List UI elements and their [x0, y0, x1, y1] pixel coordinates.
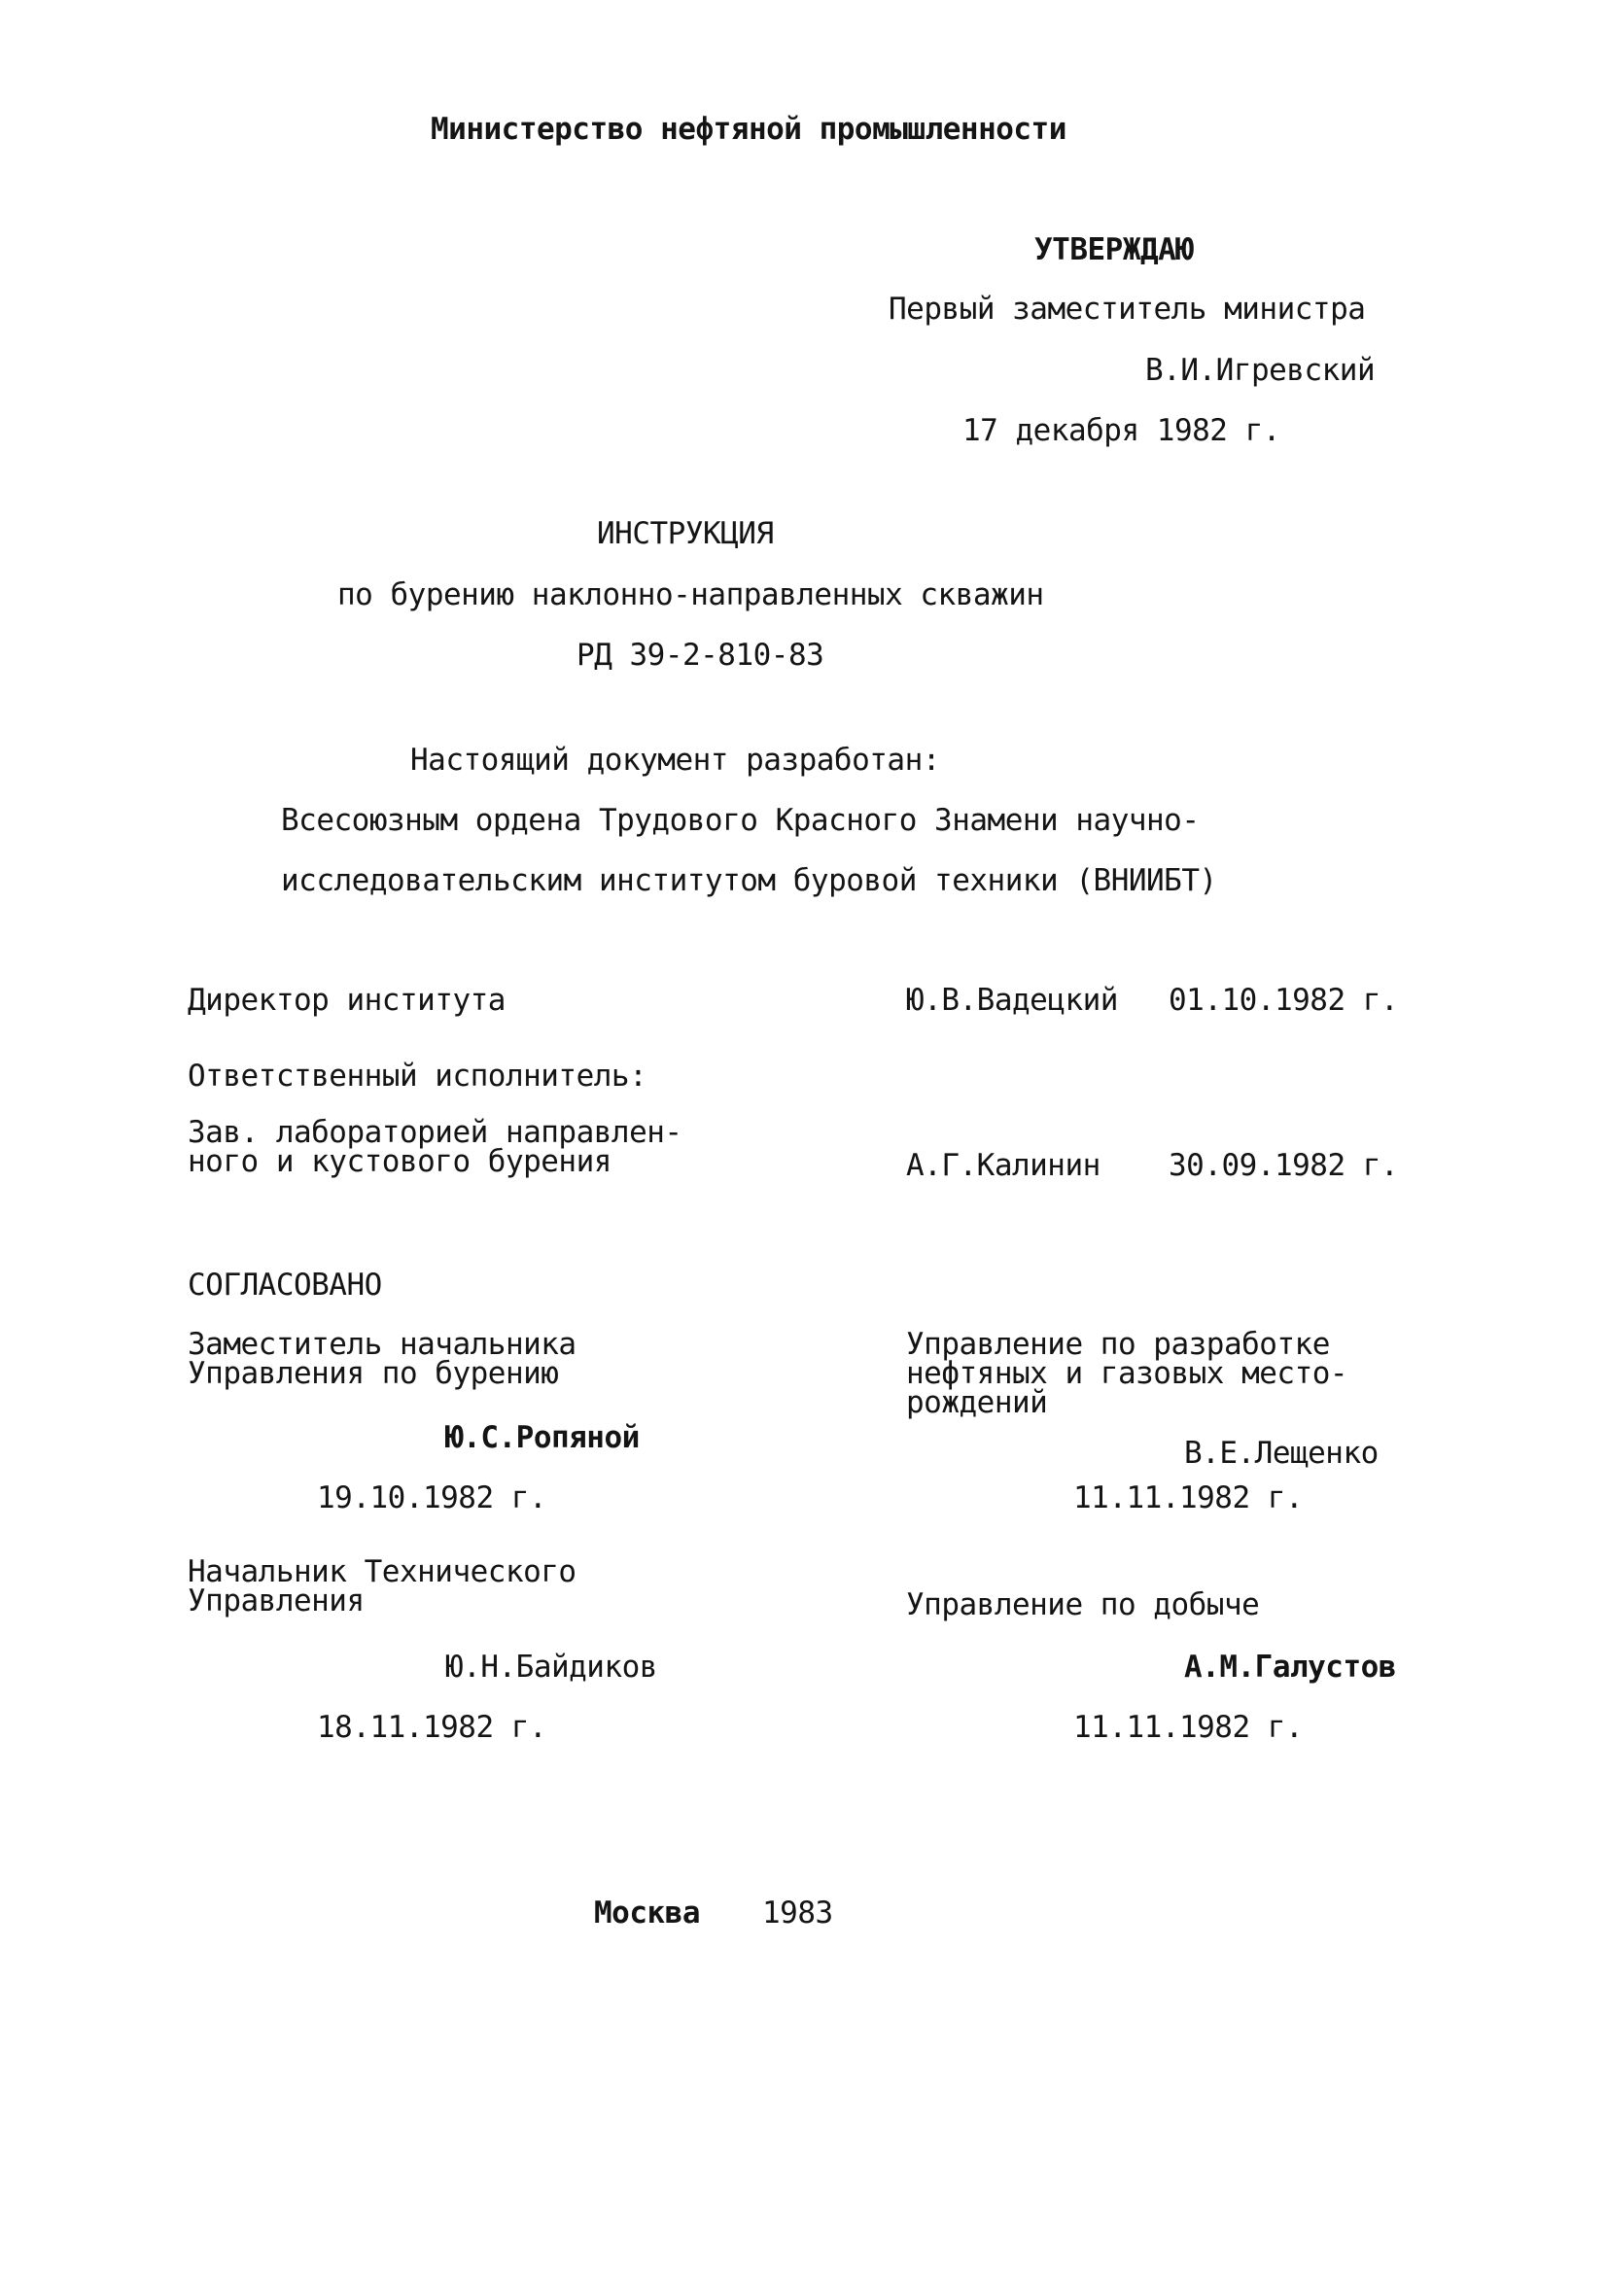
ministry-name: Министерство нефтяной промышленности [431, 112, 1066, 147]
director-label: Директор института [188, 983, 506, 1018]
document-title: ИНСТРУКЦИЯ [597, 516, 774, 551]
approval-position: Первый заместитель министра [889, 292, 1366, 327]
document-subtitle: по бурению наклонно-направленных скважин [337, 577, 1044, 612]
agreed-right-2-date: 11.11.1982 г. [1073, 1710, 1304, 1745]
approval-date: 17 декабря 1982 г. [962, 413, 1280, 448]
approval-name: В.И.Игревский [1145, 353, 1376, 388]
head-lab-line2: ного и кустового бурения [188, 1144, 611, 1179]
document-code: РД 39-2-810-83 [576, 638, 824, 673]
agreed-left-2-date: 18.11.1982 г. [317, 1710, 547, 1745]
agreed-left-2-line2: Управления [188, 1583, 365, 1618]
agreed-left-1-name: Ю.С.Ропяной [445, 1420, 640, 1455]
agreed-left-1-date: 19.10.1982 г. [317, 1480, 547, 1515]
agreed-right-1-line2: нефтяных и газовых место- [906, 1356, 1348, 1391]
agreed-right-2-line1: Управление по добыче [906, 1587, 1260, 1622]
responsible-label: Ответственный исполнитель: [188, 1059, 647, 1094]
agreed-right-1-line3: рождений [906, 1385, 1048, 1420]
head-lab-line1: Зав. лабораторией направлен- [188, 1115, 682, 1150]
agreed-left-1-line1: Заместитель начальника [188, 1327, 576, 1362]
director-name: Ю.В.Вадецкий [906, 983, 1118, 1018]
agreed-right-1-line1: Управление по разработке [906, 1327, 1330, 1362]
footer-year: 1983 [762, 1896, 833, 1931]
director-date: 01.10.1982 г. [1169, 983, 1399, 1018]
agreed-left-1-line2: Управления по бурению [188, 1356, 559, 1391]
agreed-right-1-date: 11.11.1982 г. [1073, 1480, 1304, 1515]
agreed-title: СОГЛАСОВАНО [188, 1268, 382, 1303]
developer-org-line2: исследовательским институтом буровой техники (ВНИИБТ) [281, 863, 1217, 898]
head-lab-date: 30.09.1982 г. [1169, 1148, 1399, 1183]
agreed-right-2-name: А.М.Галустов [1184, 1650, 1396, 1685]
agreed-left-2-line1: Начальник Технического [188, 1554, 576, 1589]
agreed-left-2-name: Ю.Н.Байдиков [445, 1650, 657, 1685]
approval-title: УТВЕРЖДАЮ [1034, 232, 1194, 267]
agreed-right-1-name: В.Е.Лещенко [1184, 1436, 1379, 1471]
footer-city: Москва [594, 1896, 700, 1931]
developer-org-line1: Всесоюзным ордена Трудового Красного Знамени научно- [281, 803, 1200, 838]
head-lab-name: А.Г.Калинин [906, 1148, 1100, 1183]
developer-intro: Настоящий документ разработан: [410, 743, 940, 778]
